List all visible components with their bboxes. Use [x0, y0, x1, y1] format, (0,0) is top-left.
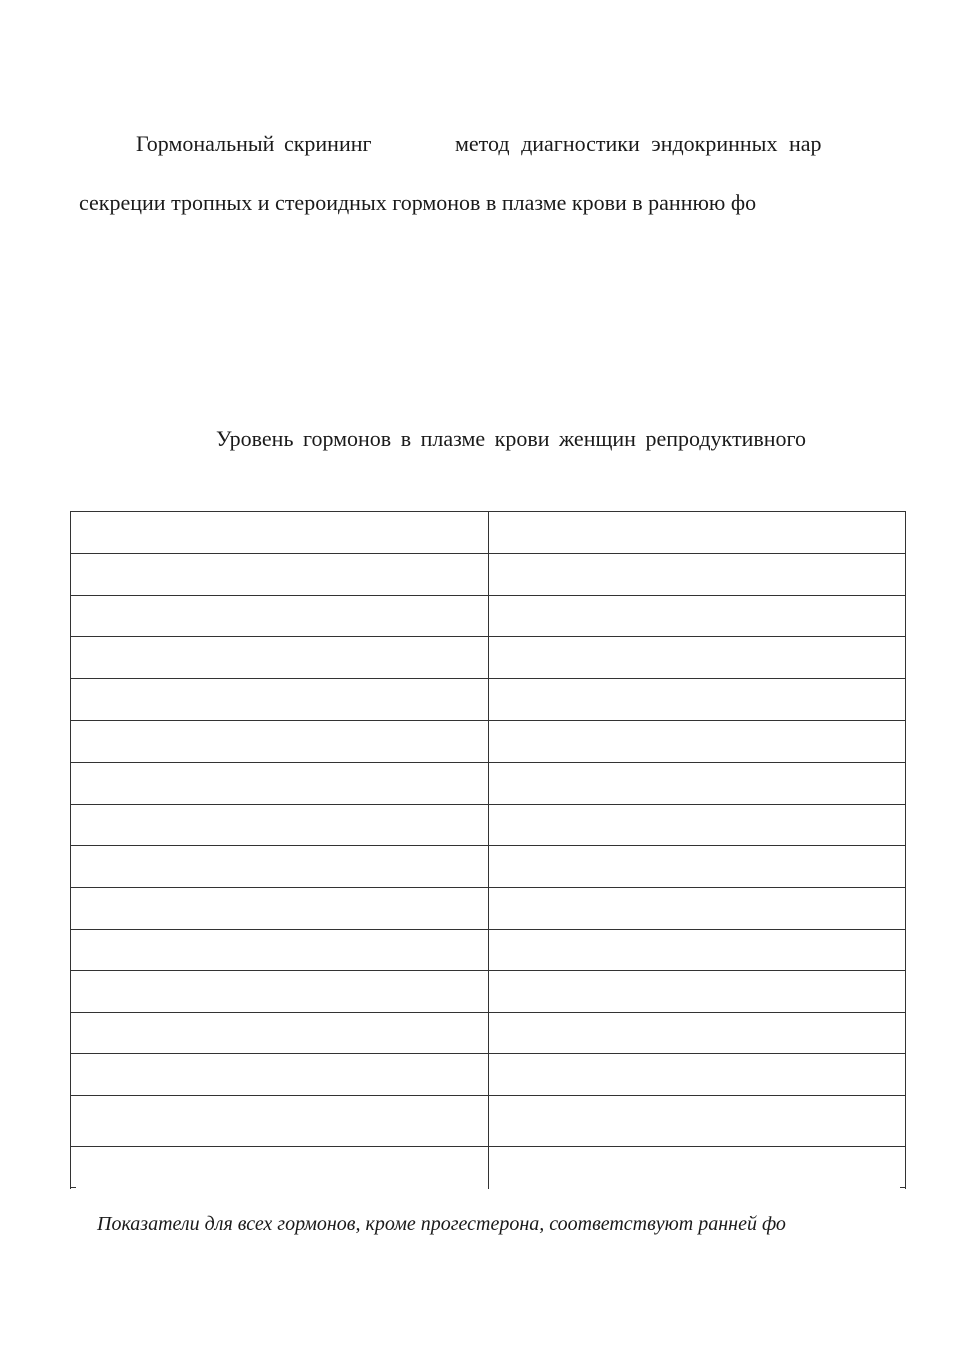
table-row — [71, 637, 905, 679]
table-corner-left — [70, 1187, 76, 1188]
table-row — [71, 971, 905, 1013]
table-row — [71, 554, 905, 596]
paragraph-line-1-start: Гормональный скрининг — [136, 131, 372, 156]
table-row — [71, 512, 905, 554]
table-row — [71, 888, 905, 930]
table-row — [71, 763, 905, 805]
table-row — [71, 721, 905, 763]
table-row — [71, 679, 905, 721]
table-row — [71, 805, 905, 846]
table-row — [71, 1013, 905, 1054]
table-row — [71, 596, 905, 637]
table-row — [71, 1054, 905, 1096]
table-row — [71, 930, 905, 971]
table-row — [71, 1147, 905, 1189]
paragraph-line-2: секреции тропных и стероидных гормонов в плазме крови в раннюю фо — [79, 190, 757, 215]
table-row — [71, 1096, 905, 1147]
hormone-table — [70, 511, 906, 1189]
table-footnote: Показатели для всех гормонов, кроме прогестерона, соответствуют ранней фо — [97, 1213, 786, 1235]
table-row — [71, 846, 905, 888]
paragraph-line-1-end: метод диагностики эндокринных нар — [455, 131, 822, 156]
table-caption: Уровень гормонов в плазме крови женщин репродуктивного — [216, 426, 806, 451]
table-corner-right — [900, 1187, 906, 1188]
